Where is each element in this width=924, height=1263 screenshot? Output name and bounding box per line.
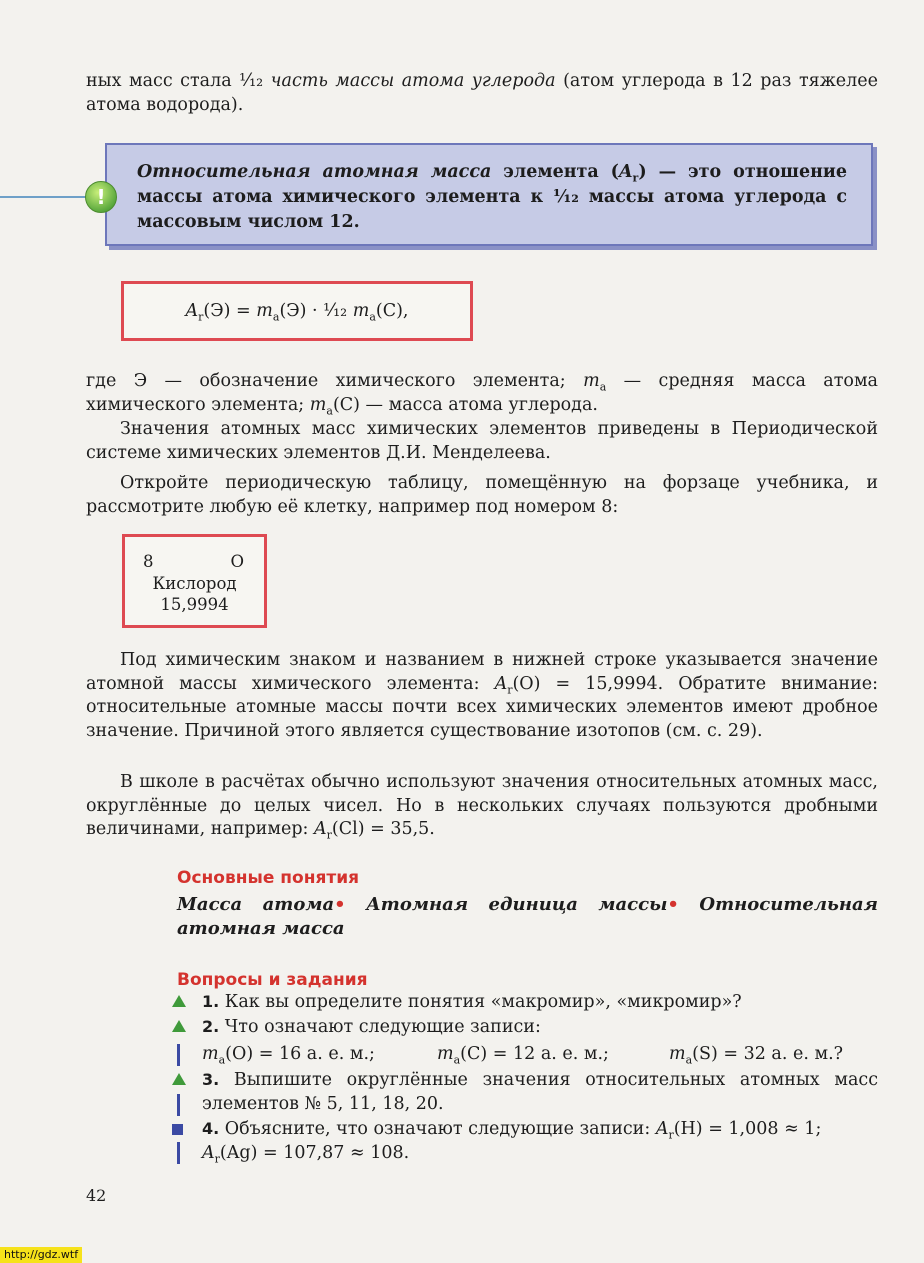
questions-heading: Вопросы и задания <box>177 970 368 990</box>
source-link[interactable]: http://gdz.wtf <box>0 1247 82 1263</box>
definition-connector-line <box>0 196 90 198</box>
separator-dot: • <box>667 894 679 915</box>
question-bar-marker <box>177 1094 180 1116</box>
question-4: 4. Объясните, что означают следующие записи: $A_r(H) = 1,008 \approx 1$; <box>202 1119 822 1142</box>
green-triangle-icon <box>172 995 186 1007</box>
separator-dot: • <box>334 894 346 915</box>
intro-paragraph: ных масс стала ¹⁄₁₂ часть массы атома углерода (атом углерода в 12 раз тяжелее атома водорода). <box>86 71 878 115</box>
formula-box <box>121 281 473 341</box>
element-symbol: O <box>230 552 244 571</box>
atomic-mass-paragraph: Под химическим знаком и названием в нижней строке указывается значение атомной массы химического элемента: $A_r(O) = 15,9994$. Обратите внимание: относительные атомные массы почти всех химических элементов имеют дробное значение. Причиной этого является существование изотопов (см. с. 29). <box>86 650 878 741</box>
element-mass: 15,9994 <box>160 595 229 614</box>
question-3: 3. Выпишите округлённые значения относительных атомных масс элементов № 5, 11, 18, 20. <box>202 1070 878 1114</box>
definition-box <box>105 143 873 246</box>
question-2-expr-3: $m_a(S) = 32$ а. е. м.? <box>669 1044 844 1067</box>
question-bar-marker <box>177 1044 180 1066</box>
question-2: 2. Что означают следующие записи: <box>202 1017 541 1037</box>
school-paragraph: В школе в расчётах обычно используют значения относительных атомных масс, округлённые до целых чисел. Но в нескольких случаях пользуются дробными величинами, например: $A_r(Cl) = 35,5$. <box>86 772 878 842</box>
blue-square-icon <box>172 1124 183 1135</box>
exclamation-icon: ! <box>85 181 117 213</box>
question-bar-marker <box>177 1142 180 1164</box>
where-paragraph: где Э — обозначение химического элемента; $m_a$ — средняя масса атома химического элемента; $m_a(C)$ — масса атома углерода. <box>86 371 878 417</box>
open-table-paragraph: Откройте периодическую таблицу, помещённую на форзаце учебника, и рассмотрите любую её клетку, например под номером 8: <box>86 473 878 517</box>
green-triangle-icon <box>172 1073 186 1085</box>
element-cell <box>122 534 267 628</box>
basic-concepts-list: Масса атома• Атомная единица массы• Относительная атомная масса <box>177 894 878 939</box>
page-number: 42 <box>86 1186 107 1205</box>
values-paragraph: Значения атомных масс химических элементов приведены в Периодической системе химических элементов Д.И. Менделеева. <box>86 419 878 463</box>
definition-text: Относительная атомная масса элемента $(A_r)$ — это отношение массы атома химического элемента к ¹⁄₁₂ массы атома углерода с массовым числом 12. <box>137 162 848 232</box>
element-name: Кислород <box>152 574 237 593</box>
element-number: 8 <box>143 552 154 571</box>
green-triangle-icon <box>172 1020 186 1032</box>
question-4-line-2: $A_r(Ag) = 107,87 \approx 108$. <box>202 1143 410 1166</box>
formula-text: $A_r(Э) = m_a(Э)$ · ¹⁄₁₂ $m_a(C)$, <box>185 301 409 324</box>
question-2-expr-2: $m_a(C) = 12$ а. е. м.; <box>437 1044 609 1067</box>
basic-concepts-heading: Основные понятия <box>177 868 360 888</box>
question-2-expr-1: $m_a(O) = 16$ а. е. м.; <box>202 1044 375 1067</box>
question-1: 1. Как вы определите понятия «макромир», «микромир»? <box>202 992 742 1012</box>
